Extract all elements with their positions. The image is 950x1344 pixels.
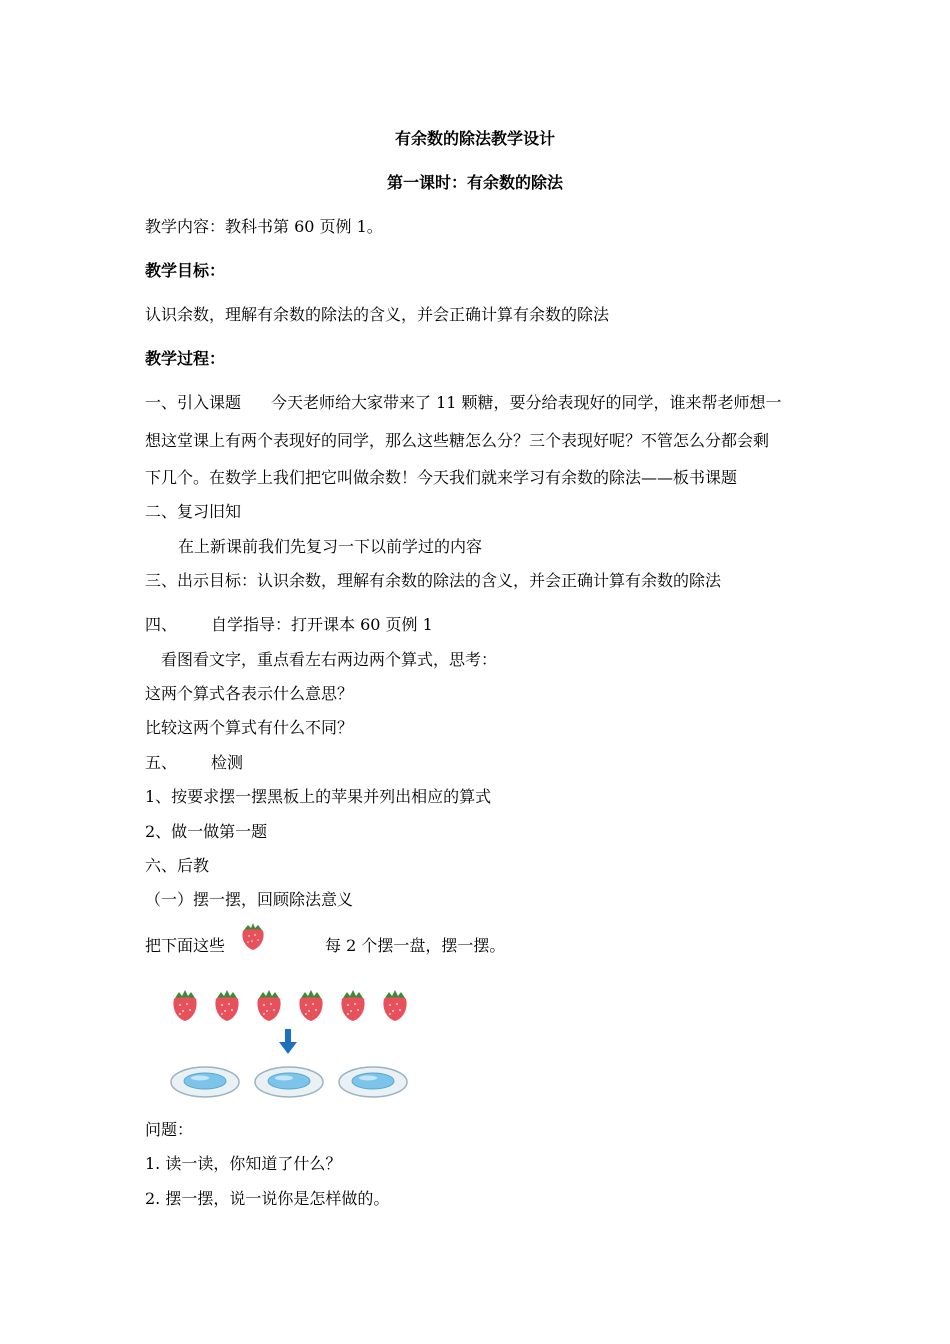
- section-4-line: [145, 615, 433, 635]
- section-4-text: 自学指导：打开课本 60 页例 1: [211, 615, 433, 634]
- goals-text: 认识余数，理解有余数的除法的含义，并会正确计算有余数的除法: [145, 305, 610, 324]
- strawberry-icon: [213, 988, 241, 1022]
- process-heading: 教学过程：: [145, 349, 226, 368]
- think-question-a: 这两个算式各表示什么意思？: [145, 684, 354, 703]
- goals-heading: 教学目标：: [145, 261, 226, 280]
- task-text-a: 把下面这些: [145, 936, 226, 955]
- question-1: 1. 读一读，你知道了什么？: [145, 1154, 342, 1173]
- check-item-1: 1、按要求摆一摆黑板上的苹果并列出相应的算式: [145, 787, 492, 806]
- strawberry-icon: [171, 988, 199, 1022]
- section-1-line-1: [145, 393, 782, 413]
- strawberry-icon: [381, 988, 409, 1022]
- section-1-line-2: 想这堂课上有两个表现好的同学，那么这些糖怎么分？三个表现好呢？不管怎么分都会剩: [145, 431, 770, 450]
- section-1-line-3: 下几个。在数学上我们把它叫做余数！今天我们就来学习有余数的除法——板书课题: [145, 468, 738, 487]
- plate-icon: [337, 1064, 409, 1100]
- section-6-sub: （一）摆一摆，回顾除法意义: [145, 890, 354, 909]
- think-question-b: 比较这两个算式有什么不同？: [145, 718, 354, 737]
- task-text-b: 每 2 个摆一盘，摆一摆。: [325, 936, 506, 955]
- plate-icon: [169, 1064, 241, 1100]
- section-6-label: 六、后教: [145, 856, 210, 875]
- check-item-2: 2、做一做第一题: [145, 822, 268, 841]
- questions-label: 问题：: [145, 1120, 194, 1139]
- section-5-label: 五、: [145, 753, 178, 772]
- strawberry-icon: [339, 988, 367, 1022]
- strawberry-icon: [240, 921, 266, 951]
- down-arrow-icon: [278, 1029, 298, 1055]
- section-4-sub: 看图看文字，重点看左右两边两个算式，思考：: [161, 650, 498, 669]
- section-1-text-a: 今天老师给大家带来了 11 颗糖，要分给表现好的同学，谁来帮老师想一: [271, 393, 782, 412]
- section-2-text: 在上新课前我们先复习一下以前学过的内容: [178, 537, 483, 556]
- teaching-content: 教学内容：教科书第 60 页例 1。: [145, 217, 383, 236]
- task-line: [145, 936, 505, 956]
- section-2-label: 二、复习旧知: [145, 502, 242, 521]
- plate-icon: [253, 1064, 325, 1100]
- section-3-text: 三、出示目标：认识余数，理解有余数的除法的含义，并会正确计算有余数的除法: [145, 571, 722, 590]
- question-2: 2. 摆一摆，说一说你是怎样做的。: [145, 1189, 390, 1208]
- strawberry-icon: [255, 988, 283, 1022]
- section-1-label: 一、引入课题: [145, 393, 242, 412]
- strawberry-icon: [297, 988, 325, 1022]
- doc-subtitle: 第一课时：有余数的除法: [386, 173, 563, 192]
- section-4-label: 四、: [145, 615, 178, 634]
- section-5-line: [145, 753, 243, 773]
- doc-title: 有余数的除法教学设计: [394, 129, 555, 148]
- section-5-text: 检测: [211, 753, 244, 772]
